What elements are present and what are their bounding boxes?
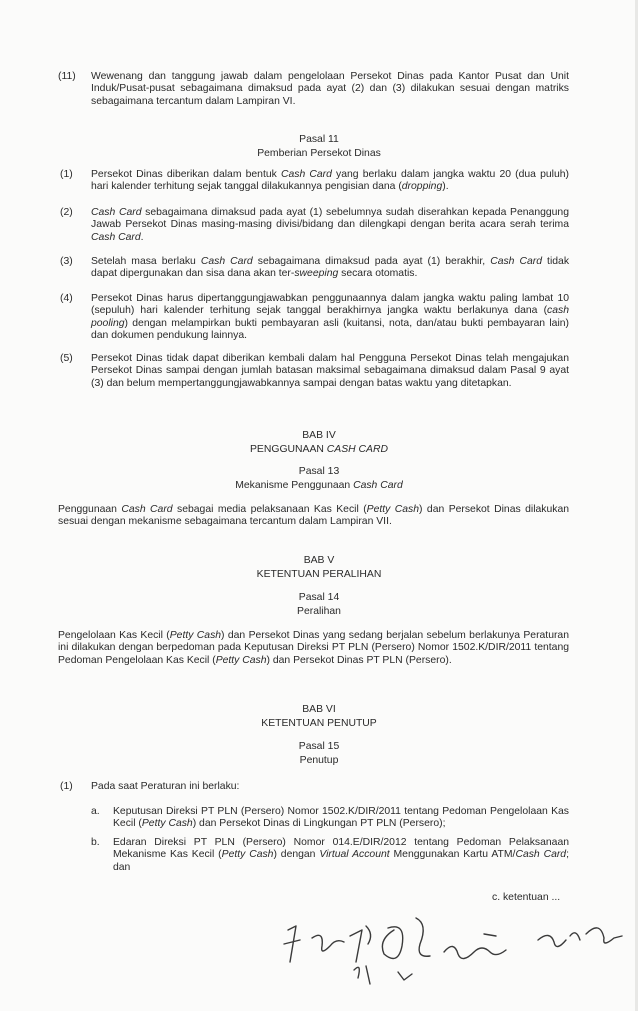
- chapter-title: BAB IV: [302, 430, 336, 441]
- clause-text: Edaran Direksi PT PLN (Persero) Nomor 014.E/DIR/2012 tentang Pedoman Pelaksanaan Mekanisme Kas Kecil (Petty Cash) dengan Virtual Account Menggunakan Kartu ATM/Cash Card; dan: [113, 837, 569, 873]
- clause-text: Persekot Dinas diberikan dalam bentuk Cash Card yang berlaku dalam jangka waktu 20 (dua puluh) hari kalender terhitung sejak tanggal dilakukannya pengisian dana (dropping).: [91, 169, 569, 193]
- article-subtitle: Pemberian Persekot Dinas: [257, 148, 381, 159]
- chapter-title: BAB V: [303, 555, 335, 566]
- clause-text: Persekot Dinas tidak dapat diberikan kembali dalam hal Pengguna Persekot Dinas telah mengajukan Persekot Dinas sampai dengan jumlah batasan maksimal sebagaimana dimaksud dalam Pasal 9 ayat (3) dan belum mempertanggungjawabkannya sampai dengan batas waktu yang ditetapkan.: [91, 353, 569, 389]
- chapter-subtitle: KETENTUAN PERALIHAN: [256, 569, 382, 580]
- sub-item-letter: a.: [91, 806, 100, 817]
- clause-text: Setelah masa berlaku Cash Card sebagaimana dimaksud pada ayat (1) berakhir, Cash Card tidak dapat dipergunakan dan sisa dana akan ter-sweeping secara otomatis.: [91, 256, 570, 280]
- item-number: (2): [60, 207, 73, 218]
- item-number: (1): [60, 781, 73, 792]
- article-subtitle: Mekanisme Penggunaan Cash Card: [235, 480, 403, 491]
- item-number: (11): [58, 71, 76, 82]
- clause-text: Pengelolaan Kas Kecil (Petty Cash) dan Persekot Dinas yang sedang berjalan sebelum berlakunya Peraturan ini dilakukan dengan berpedoman pada Keputusan Direksi PT PLN (Persero) Nomor 1502.K/DIR/2011 tentang Pedoman Pengelolaan Kas Kecil (Petty Cash) dan Persekot Dinas PT PLN (Persero).: [58, 630, 569, 666]
- article-title: Pasal 15: [298, 741, 340, 752]
- clause-text: Penggunaan Cash Card sebagai media pelaksanaan Kas Kecil (Petty Cash) dan Persekot Dinas dilakukan sesuai dengan mekanisme sebagaimana tercantum dalam Lampiran VII.: [58, 504, 570, 528]
- article-title: Pasal 14: [298, 592, 340, 603]
- sub-item-letter: b.: [91, 837, 100, 848]
- item-number: (5): [60, 353, 73, 364]
- item-number: (1): [60, 169, 73, 180]
- clause-text: Cash Card sebagaimana dimaksud pada ayat (1) sebelumnya sudah diserahkan kepada Penanggung Jawab Persekot Dinas masing-masing divisi/bidang dan dilengkapi dengan berita acara serah terima Cash Card.: [91, 207, 569, 243]
- article-subtitle: Peralihan: [297, 606, 341, 617]
- clause-text: Persekot Dinas harus dipertanggungjawabkan penggunaannya dalam jangka waktu paling lambat 10 (sepuluh) hari kalender terhitung sejak tanggal berakhirnya jangka waktu berlakunya dana (cash pooling) dengan melampirkan bukti pembayaran asli (kuitansi, nota, dan/atau bukti pembayaran lain) dan dokumen pendukung lainnya.: [91, 293, 569, 342]
- chapter-subtitle: KETENTUAN PENUTUP: [261, 718, 377, 729]
- article-title: Pasal 11: [299, 134, 339, 145]
- article-title: Pasal 13: [298, 466, 340, 477]
- catchword: c. ketentuan ...: [492, 892, 561, 903]
- handwritten-initials: [270, 900, 630, 990]
- chapter-title: BAB VI: [302, 704, 336, 715]
- clause-text: Pada saat Peraturan ini berlaku:: [91, 781, 240, 792]
- chapter-subtitle: PENGGUNAAN CASH CARD: [250, 444, 388, 455]
- item-number: (4): [60, 293, 73, 304]
- article-subtitle: Penutup: [299, 755, 339, 766]
- item-number: (3): [60, 256, 73, 267]
- clause-text: Wewenang dan tanggung jawab dalam pengelolaan Persekot Dinas pada Kantor Pusat dan Unit Induk/Pusat-pusat sebagaimana dimaksud pada ayat (2) dan (3) dilakukan sesuai dengan matriks sebagaimana tercantum dalam Lampiran VI.: [91, 71, 569, 107]
- clause-text: Keputusan Direksi PT PLN (Persero) Nomor 1502.K/DIR/2011 tentang Pedoman Pengelolaan Kas Kecil (Petty Cash) dan Persekot Dinas di Lingkungan PT PLN (Persero);: [113, 806, 569, 830]
